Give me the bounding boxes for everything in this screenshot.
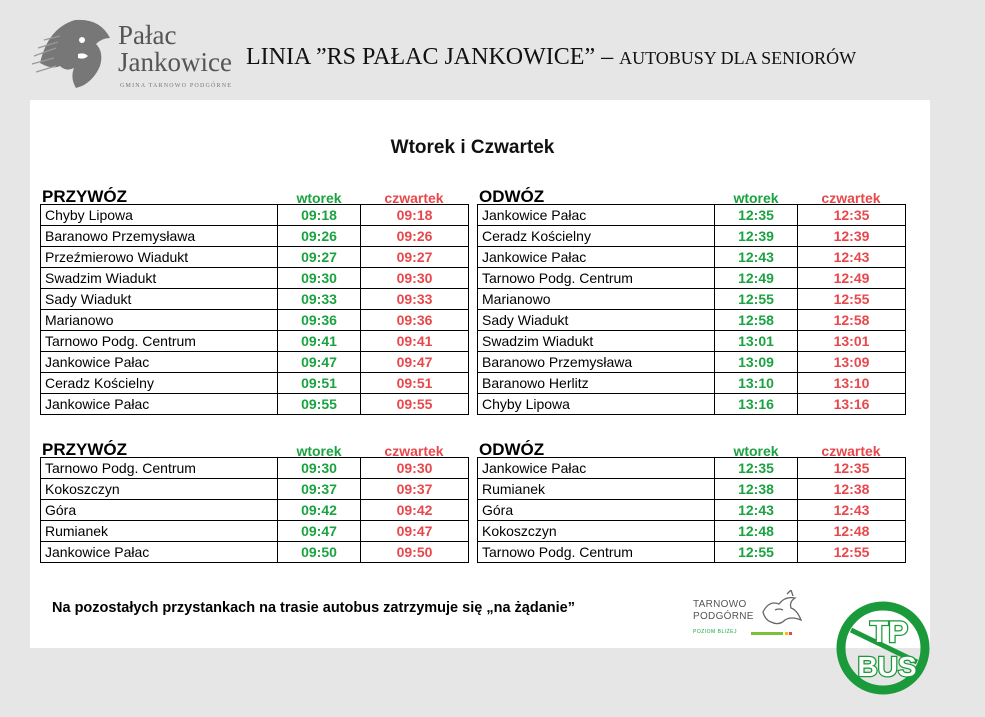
time-thursday: 09:26 xyxy=(361,226,469,247)
table-row xyxy=(478,394,906,415)
table-row xyxy=(41,289,469,310)
time-tuesday: 09:33 xyxy=(278,289,361,310)
col-header-tue: wtorek xyxy=(296,443,342,459)
time-thursday: 12:55 xyxy=(798,542,906,563)
time-tuesday: 12:39 xyxy=(715,226,798,247)
stop-name: Jankowice Pałac xyxy=(478,247,715,268)
table-row xyxy=(478,521,906,542)
table-row xyxy=(478,268,906,289)
stop-name: Tarnowo Podg. Centrum xyxy=(41,331,278,352)
time-thursday: 12:43 xyxy=(798,247,906,268)
time-thursday: 09:47 xyxy=(361,352,469,373)
timetable-panel xyxy=(30,100,930,648)
table-row xyxy=(478,500,906,521)
stop-name: Kokoszczyn xyxy=(478,521,715,542)
logo-line1: Pałac xyxy=(118,20,177,50)
stop-name: Tarnowo Podg. Centrum xyxy=(478,268,715,289)
time-tuesday: 09:30 xyxy=(278,458,361,479)
stop-name: Marianowo xyxy=(41,310,278,331)
table-row xyxy=(41,268,469,289)
col-header-tue: wtorek xyxy=(733,443,779,459)
time-thursday: 09:55 xyxy=(361,394,469,415)
col-header-tue: wtorek xyxy=(296,190,342,206)
tp-bus-bottom-text: BUS xyxy=(857,651,917,682)
time-tuesday: 09:51 xyxy=(278,373,361,394)
time-tuesday: 12:58 xyxy=(715,310,798,331)
tp-logo-line1: TARNOWO xyxy=(693,599,747,610)
time-tuesday: 09:47 xyxy=(278,352,361,373)
table-row xyxy=(478,458,906,479)
table-row xyxy=(41,373,469,394)
table-row xyxy=(478,226,906,247)
time-tuesday: 12:55 xyxy=(715,289,798,310)
timetable-table xyxy=(40,457,469,563)
table-row xyxy=(478,331,906,352)
time-thursday: 09:33 xyxy=(361,289,469,310)
stop-name: Chyby Lipowa xyxy=(478,394,715,415)
time-tuesday: 09:27 xyxy=(278,247,361,268)
day-title: Wtorek i Czwartek xyxy=(390,137,555,158)
time-thursday: 12:39 xyxy=(798,226,906,247)
line-title: LINIA ”RS PAŁAC JANKOWICE” – xyxy=(246,44,614,70)
time-tuesday: 12:49 xyxy=(715,268,798,289)
line-subtitle: AUTOBUSY DLA SENIORÓW xyxy=(619,48,857,68)
palac-jankowice-logo xyxy=(30,8,245,98)
time-thursday: 12:43 xyxy=(798,500,906,521)
tp-bus-logo xyxy=(835,600,931,696)
palace-face-icon xyxy=(30,8,120,93)
timetable-przywoz-2 xyxy=(40,437,469,563)
time-thursday: 09:30 xyxy=(361,268,469,289)
timetable-table xyxy=(477,457,906,563)
time-tuesday: 13:10 xyxy=(715,373,798,394)
stop-name: Sady Wiadukt xyxy=(478,310,715,331)
col-header-thu: czwartek xyxy=(821,443,881,459)
table-row xyxy=(41,331,469,352)
time-tuesday: 13:09 xyxy=(715,352,798,373)
stop-name: Tarnowo Podg. Centrum xyxy=(41,458,278,479)
time-thursday: 12:58 xyxy=(798,310,906,331)
time-thursday: 09:50 xyxy=(361,542,469,563)
time-tuesday: 13:16 xyxy=(715,394,798,415)
table-row xyxy=(41,226,469,247)
stop-name: Rumianek xyxy=(478,479,715,500)
stop-name: Jankowice Pałac xyxy=(478,458,715,479)
table-row xyxy=(41,479,469,500)
stop-name: Przeźmierowo Wiadukt xyxy=(41,247,278,268)
table-row xyxy=(41,500,469,521)
time-thursday: 09:36 xyxy=(361,310,469,331)
time-tuesday: 09:50 xyxy=(278,542,361,563)
stop-name: Baranowo Przemysława xyxy=(478,352,715,373)
stop-name: Tarnowo Podg. Centrum xyxy=(478,542,715,563)
time-tuesday: 12:35 xyxy=(715,205,798,226)
timetable-table xyxy=(40,204,469,415)
time-tuesday: 09:55 xyxy=(278,394,361,415)
table-row xyxy=(41,247,469,268)
stop-name: Sady Wiadukt xyxy=(41,289,278,310)
logo-line2: Jankowice xyxy=(118,47,232,77)
table-row xyxy=(41,310,469,331)
time-tuesday: 09:18 xyxy=(278,205,361,226)
stop-name: Swadzim Wiadukt xyxy=(478,331,715,352)
table-row xyxy=(41,394,469,415)
time-thursday: 13:10 xyxy=(798,373,906,394)
stop-name: Góra xyxy=(478,500,715,521)
time-thursday: 12:49 xyxy=(798,268,906,289)
table-row xyxy=(478,205,906,226)
time-tuesday: 09:42 xyxy=(278,500,361,521)
col-header-thu: czwartek xyxy=(384,443,444,459)
stop-name: Ceradz Kościelny xyxy=(41,373,278,394)
time-tuesday: 09:41 xyxy=(278,331,361,352)
table-row xyxy=(478,479,906,500)
stop-name: Baranowo Herlitz xyxy=(478,373,715,394)
timetable-table xyxy=(477,204,906,415)
time-tuesday: 12:38 xyxy=(715,479,798,500)
time-tuesday: 09:26 xyxy=(278,226,361,247)
tp-logo-bar xyxy=(789,632,792,635)
time-thursday: 09:18 xyxy=(361,205,469,226)
block-name: PRZYWÓZ xyxy=(42,440,127,459)
col-header-tue: wtorek xyxy=(733,190,779,206)
time-thursday: 09:37 xyxy=(361,479,469,500)
time-tuesday: 09:37 xyxy=(278,479,361,500)
time-thursday: 12:48 xyxy=(798,521,906,542)
time-tuesday: 09:36 xyxy=(278,310,361,331)
stop-name: Swadzim Wiadukt xyxy=(41,268,278,289)
stop-name: Jankowice Pałac xyxy=(41,542,278,563)
time-tuesday: 12:48 xyxy=(715,521,798,542)
stop-name: Kokoszczyn xyxy=(41,479,278,500)
stop-name: Jankowice Pałac xyxy=(41,352,278,373)
table-row xyxy=(478,310,906,331)
time-thursday: 12:35 xyxy=(798,205,906,226)
table-row xyxy=(41,205,469,226)
timetable-odwoz-1 xyxy=(477,184,906,415)
on-request-note: Na pozostałych przystankach na trasie autobus zatrzymuje się „na żądanie” xyxy=(52,600,575,616)
tp-bus-top-text: TP xyxy=(869,616,909,649)
time-thursday: 12:35 xyxy=(798,458,906,479)
tp-logo-bar xyxy=(785,632,788,635)
table-row xyxy=(41,458,469,479)
stop-name: Baranowo Przemysława xyxy=(41,226,278,247)
stop-name: Góra xyxy=(41,500,278,521)
stop-name: Jankowice Pałac xyxy=(41,394,278,415)
logo-subtitle: GMINA TARNOWO PODGÓRNE xyxy=(120,83,233,89)
time-thursday: 09:27 xyxy=(361,247,469,268)
time-tuesday: 09:30 xyxy=(278,268,361,289)
stop-name: Marianowo xyxy=(478,289,715,310)
stop-name: Jankowice Pałac xyxy=(478,205,715,226)
table-row xyxy=(478,289,906,310)
time-thursday: 12:55 xyxy=(798,289,906,310)
timetable-przywoz-1 xyxy=(40,184,469,415)
table-row xyxy=(41,542,469,563)
time-thursday: 12:38 xyxy=(798,479,906,500)
block-name: ODWÓZ xyxy=(479,187,545,206)
tarnowo-podgorne-logo xyxy=(693,590,811,642)
table-row xyxy=(478,247,906,268)
time-thursday: 13:16 xyxy=(798,394,906,415)
timetable-odwoz-2 xyxy=(477,437,906,563)
table-row xyxy=(478,373,906,394)
time-tuesday: 13:01 xyxy=(715,331,798,352)
tp-logo-tagline: POZIOM BLIŻEJ xyxy=(693,629,738,635)
time-tuesday: 12:55 xyxy=(715,542,798,563)
stop-name: Ceradz Kościelny xyxy=(478,226,715,247)
col-header-thu: czwartek xyxy=(384,190,444,206)
table-row xyxy=(478,352,906,373)
time-tuesday: 09:47 xyxy=(278,521,361,542)
tp-logo-line2: PODGÓRNE xyxy=(693,611,754,622)
time-thursday: 09:41 xyxy=(361,331,469,352)
block-name: ODWÓZ xyxy=(479,440,545,459)
table-row xyxy=(41,521,469,542)
table-row xyxy=(41,352,469,373)
table-row xyxy=(478,542,906,563)
stop-name: Chyby Lipowa xyxy=(41,205,278,226)
col-header-thu: czwartek xyxy=(821,190,881,206)
time-thursday: 09:51 xyxy=(361,373,469,394)
time-thursday: 13:09 xyxy=(798,352,906,373)
time-thursday: 09:47 xyxy=(361,521,469,542)
time-thursday: 09:30 xyxy=(361,458,469,479)
griffin-icon xyxy=(757,590,805,628)
time-tuesday: 12:43 xyxy=(715,500,798,521)
block-name: PRZYWÓZ xyxy=(42,187,127,206)
page-title xyxy=(246,44,856,71)
stop-name: Rumianek xyxy=(41,521,278,542)
time-tuesday: 12:35 xyxy=(715,458,798,479)
time-thursday: 13:01 xyxy=(798,331,906,352)
time-tuesday: 12:43 xyxy=(715,247,798,268)
tp-logo-bar xyxy=(751,632,783,635)
time-thursday: 09:42 xyxy=(361,500,469,521)
